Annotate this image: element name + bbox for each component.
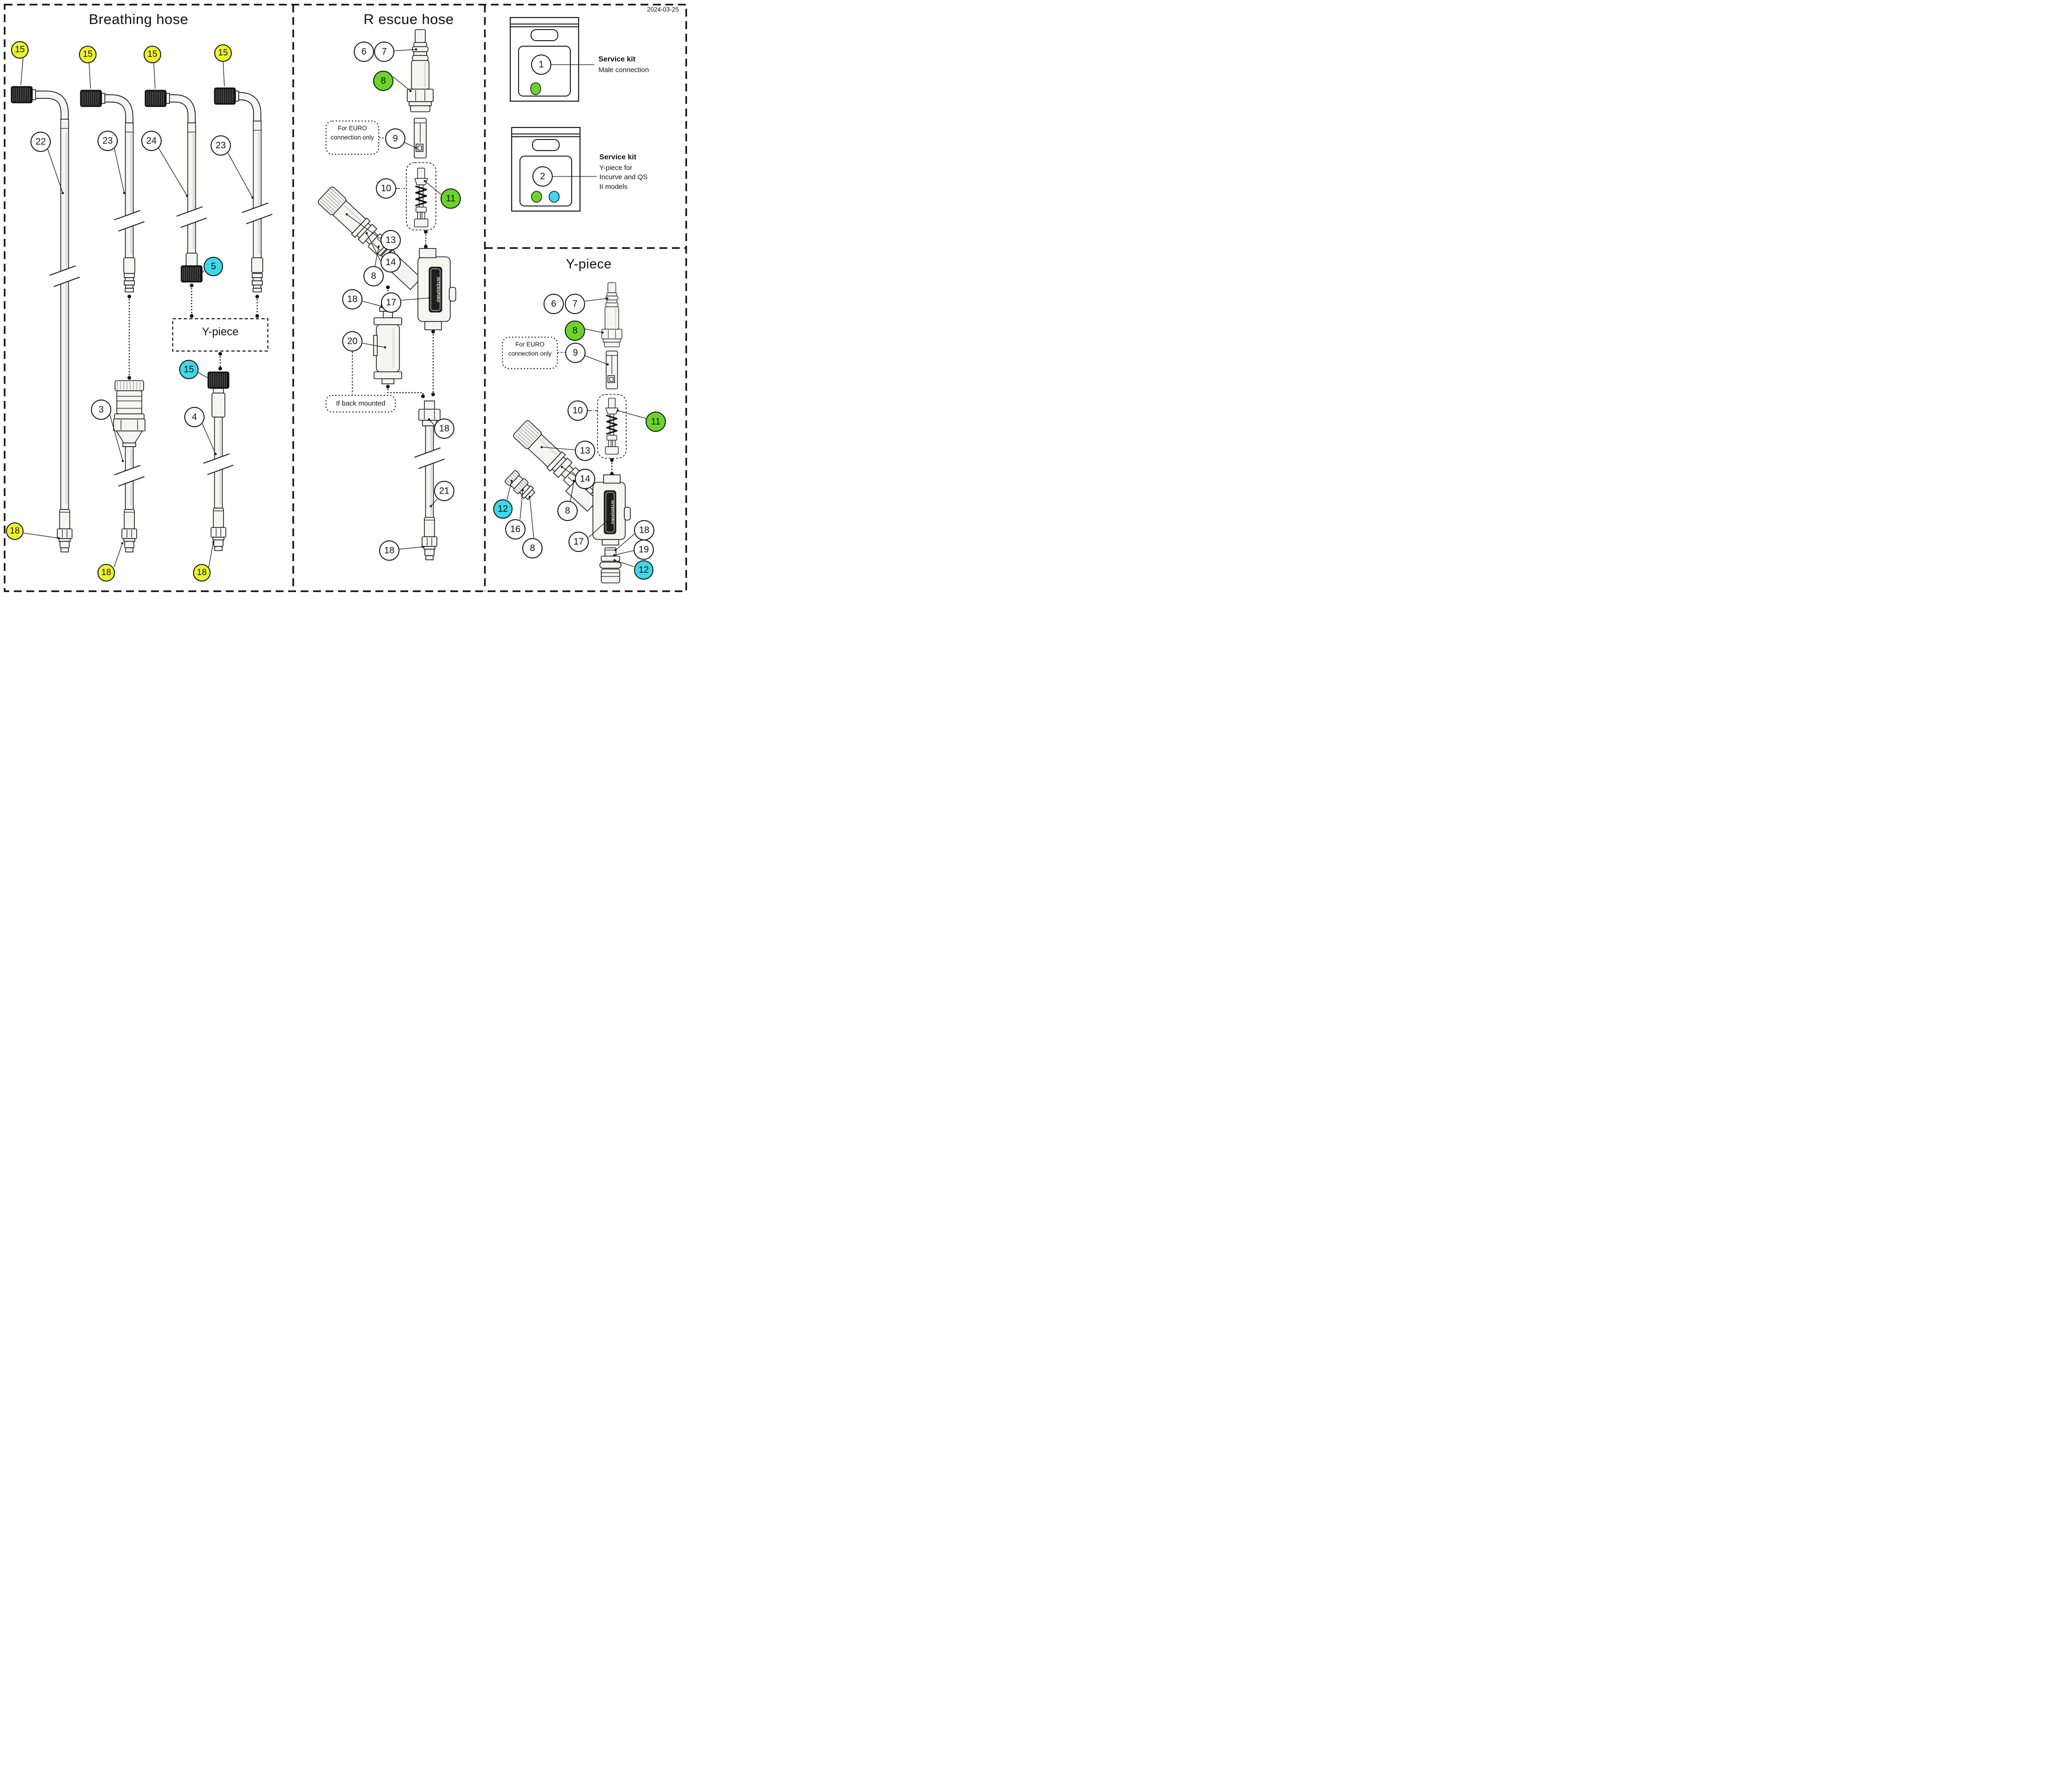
kit1-title: Service kit [598, 55, 636, 63]
callout-label: 5 [211, 261, 216, 272]
callout-8-23 [363, 266, 384, 286]
callout-label: 18 [347, 294, 358, 304]
callout-label: 9 [573, 347, 578, 358]
callout-label: 18 [101, 568, 111, 577]
callout-label: 19 [638, 544, 649, 555]
callout-label: 11 [446, 193, 456, 204]
callout-label: 17 [573, 536, 584, 547]
callout-6-15 [354, 42, 374, 62]
callout-9-35 [565, 343, 586, 363]
callout-18-27 [434, 418, 454, 439]
callout-label: 2 [540, 171, 545, 182]
callout-14-39 [575, 469, 595, 489]
callout-22-4 [30, 132, 51, 152]
callout-8-42 [522, 538, 543, 558]
callout-label: 15 [218, 48, 228, 58]
callout-label: 7 [381, 46, 387, 57]
kit2-subtitle: Y-piece for Incurve and QS II models [599, 164, 648, 191]
callout-15-1 [79, 46, 97, 63]
callout-23-5 [97, 131, 118, 151]
callout-label: 12 [638, 564, 649, 575]
callout-label: 15 [183, 364, 194, 375]
revision-date: 2024-03-25 [646, 6, 679, 13]
callout-label: 7 [572, 298, 578, 309]
callout-15-3 [214, 44, 232, 62]
green-dot-kit2 [532, 191, 542, 202]
callout-18-25 [342, 289, 362, 309]
hose-23-with-coupling [114, 123, 145, 552]
callout-8-17 [373, 71, 393, 91]
callout-label: 15 [83, 49, 93, 59]
hose-4 [203, 372, 233, 551]
callout-18-45 [634, 520, 654, 540]
callout-label: 10 [572, 405, 583, 416]
callout-1-30 [531, 55, 551, 75]
callout-label: 18 [10, 526, 20, 536]
cyan-dot-kit2 [549, 191, 559, 202]
euro-note-right: For EURO connection only [508, 341, 552, 357]
callout-label: 22 [35, 136, 46, 147]
callout-15-0 [11, 41, 29, 59]
back-mount-assembly [374, 303, 402, 384]
callout-16-41 [505, 519, 526, 539]
callout-23-7 [211, 135, 231, 156]
callout-10-19 [376, 178, 396, 199]
callout-11-37 [646, 412, 666, 432]
callout-12-47 [634, 560, 653, 580]
callout-label: 13 [385, 235, 396, 245]
callout-label: 20 [347, 336, 358, 346]
callout-label: 18 [384, 545, 395, 556]
callout-label: 15 [15, 45, 25, 55]
callout-11-20 [441, 188, 461, 209]
callout-label: 23 [215, 140, 226, 151]
callout-label: 18 [639, 525, 650, 535]
parts-diagram-page [0, 0, 691, 596]
callout-15-9 [179, 360, 199, 379]
callout-7-16 [374, 42, 394, 62]
callout-8-43 [557, 501, 578, 521]
callout-13-38 [575, 441, 595, 461]
callout-label: 24 [146, 135, 157, 146]
callout-17-44 [568, 532, 589, 552]
callout-18-12 [6, 522, 24, 540]
callout-label: 9 [393, 133, 398, 144]
callout-label: 15 [147, 49, 157, 59]
callout-9-18 [385, 128, 405, 149]
callout-label: 10 [381, 183, 392, 194]
callout-label: 8 [530, 543, 535, 553]
callout-label: 8 [371, 271, 376, 281]
callout-24-6 [141, 131, 162, 151]
rescue-hose-title: R escue hose [363, 11, 454, 27]
callout-label: 23 [102, 135, 113, 146]
callout-13-21 [381, 230, 401, 250]
if-back-mounted-note: If back mounted [336, 400, 386, 407]
callout-label: 16 [510, 524, 521, 534]
callout-label: 8 [565, 505, 570, 516]
y-piece-box-label: Y-piece [202, 326, 239, 338]
callout-label: 6 [361, 46, 367, 57]
service-kits-art [510, 18, 597, 211]
callout-15-2 [144, 46, 161, 63]
kit1-subtitle: Male connection [598, 66, 649, 74]
callout-label: 14 [580, 473, 591, 484]
callout-label: 6 [551, 298, 556, 309]
callout-2-31 [532, 166, 553, 187]
breathing-hose-title: Breathing hose [89, 11, 188, 27]
callout-label: 1 [538, 59, 544, 70]
hose-22 [49, 119, 79, 552]
callout-14-22 [381, 252, 401, 273]
callout-label: 4 [192, 412, 197, 422]
callout-17-24 [381, 292, 401, 313]
hose-24 [176, 123, 206, 318]
hose-23b [242, 121, 272, 318]
callout-8-34 [565, 321, 585, 341]
callout-label: 8 [381, 75, 386, 86]
callout-label: 14 [385, 257, 396, 267]
callout-18-13 [97, 564, 115, 582]
callout-19-46 [634, 539, 654, 560]
euro-note-mid: For EURO connection only [331, 125, 374, 141]
callout-label: 17 [386, 297, 397, 308]
callout-label: 18 [439, 423, 450, 434]
callout-label: 11 [651, 416, 661, 427]
callout-12-40 [493, 499, 513, 519]
y-piece-title: Y-piece [566, 257, 612, 272]
brand-label-mid: INTERSPIRO [436, 277, 440, 303]
callout-18-29 [379, 540, 399, 561]
callout-label: 18 [197, 568, 207, 577]
breathing-hose-art [11, 58, 272, 567]
callout-label: 13 [580, 445, 591, 456]
callout-18-14 [193, 564, 211, 582]
green-dot-kit1 [531, 83, 541, 95]
callout-3-10 [91, 400, 111, 420]
callout-label: 3 [98, 404, 104, 415]
callout-10-36 [568, 400, 588, 421]
callout-label: 8 [572, 325, 578, 336]
callout-label: 21 [439, 485, 450, 496]
kit2-title: Service kit [599, 153, 637, 161]
callout-5-8 [204, 257, 223, 276]
callout-20-26 [342, 331, 362, 352]
brand-label-right: INTERSPIRO [610, 500, 615, 524]
callout-7-33 [565, 294, 585, 314]
callout-label: 12 [497, 503, 508, 514]
callout-21-28 [434, 481, 454, 501]
callout-4-11 [184, 407, 205, 427]
callout-6-32 [544, 294, 564, 314]
